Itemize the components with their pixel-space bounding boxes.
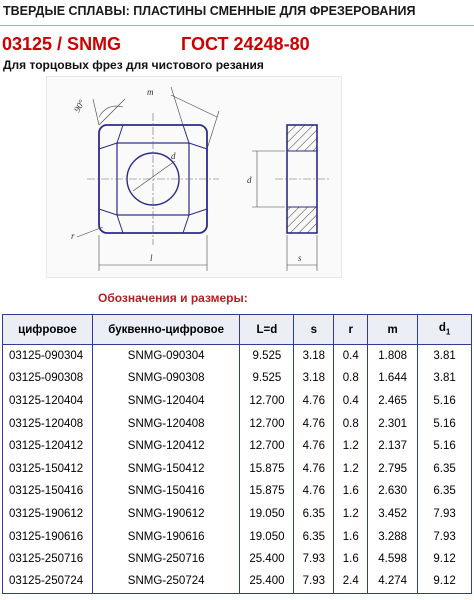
- table-cell: 9.525: [240, 345, 294, 368]
- table-cell: SNMG-250716: [92, 548, 240, 571]
- product-code: 03125 / SNMG: [2, 34, 122, 54]
- table-cell: 7.93: [418, 525, 472, 548]
- table-cell: 03125-190616: [3, 525, 93, 548]
- dim-label-m: m: [147, 87, 154, 97]
- table-cell: 6.35: [418, 480, 472, 503]
- col-header-d1: [418, 315, 472, 345]
- table-cell: 4.274: [368, 570, 418, 593]
- table-cell: 5.16: [418, 390, 472, 413]
- page-header: [0, 0, 474, 26]
- table-cell: 9.12: [418, 548, 472, 571]
- table-cell: 3.18: [294, 345, 334, 368]
- table-row: [3, 390, 472, 413]
- table-cell: 4.76: [294, 457, 334, 480]
- col-header-s: s: [294, 315, 334, 345]
- table-cell: 1.6: [334, 548, 368, 571]
- table-cell: 03125-090308: [3, 367, 93, 390]
- table-cell: 2.465: [368, 390, 418, 413]
- dimensions-table: [2, 314, 472, 594]
- table-cell: 12.700: [240, 390, 294, 413]
- table-cell: 4.76: [294, 480, 334, 503]
- table-cell: 3.452: [368, 503, 418, 526]
- table-cell: SNMG-120412: [92, 435, 240, 458]
- table-cell: 03125-190612: [3, 503, 93, 526]
- table-cell: 15.875: [240, 457, 294, 480]
- table-cell: 4.598: [368, 548, 418, 571]
- table-cell: 25.400: [240, 570, 294, 593]
- table-row: [3, 435, 472, 458]
- table-row: [3, 457, 472, 480]
- col-header-r: r: [334, 315, 368, 345]
- table-cell: 2.137: [368, 435, 418, 458]
- table-cell: 03125-150416: [3, 480, 93, 503]
- table-cell: SNMG-090308: [92, 367, 240, 390]
- table-cell: 1.6: [334, 480, 368, 503]
- gost-standard: ГОСТ 24248-80: [181, 34, 310, 54]
- col-header-numeric: цифровое: [3, 315, 93, 345]
- table-cell: SNMG-090304: [92, 345, 240, 368]
- table-cell: 1.2: [334, 503, 368, 526]
- dim-label-s: s: [298, 253, 302, 263]
- table-cell: SNMG-150412: [92, 457, 240, 480]
- table-cell: 2.795: [368, 457, 418, 480]
- table-row: [3, 412, 472, 435]
- table-cell: 2.630: [368, 480, 418, 503]
- table-cell: 03125-090304: [3, 345, 93, 368]
- table-cell: 9.12: [418, 570, 472, 593]
- table-cell: 7.93: [294, 548, 334, 571]
- table-row: [3, 525, 472, 548]
- table-cell: 1.2: [334, 457, 368, 480]
- table-row: [3, 570, 472, 593]
- table-row: [3, 480, 472, 503]
- col-header-m: m: [368, 315, 418, 345]
- product-description: Для торцовых фрез для чистового резания: [3, 58, 264, 72]
- dim-label-angle: 90°: [71, 98, 87, 114]
- table-cell: SNMG-250724: [92, 570, 240, 593]
- table-cell: 0.4: [334, 390, 368, 413]
- dim-label-d: d: [247, 175, 252, 185]
- table-cell: SNMG-120404: [92, 390, 240, 413]
- table-cell: 6.35: [418, 457, 472, 480]
- table-row: [3, 503, 472, 526]
- table-cell: 19.050: [240, 503, 294, 526]
- table-cell: 3.81: [418, 345, 472, 368]
- table-row: [3, 345, 472, 368]
- table-cell: 4.76: [294, 390, 334, 413]
- table-cell: 1.808: [368, 345, 418, 368]
- table-row: [3, 367, 472, 390]
- table-cell: 3.81: [418, 367, 472, 390]
- table-cell: 3.288: [368, 525, 418, 548]
- table-cell: 4.76: [294, 412, 334, 435]
- table-cell: 25.400: [240, 548, 294, 571]
- insert-drawing-svg: [47, 77, 343, 279]
- table-cell: 12.700: [240, 435, 294, 458]
- table-cell: SNMG-120408: [92, 412, 240, 435]
- table-cell: 03125-250716: [3, 548, 93, 571]
- table-cell: 03125-150412: [3, 457, 93, 480]
- col-header-alphanumeric: буквенно-цифровое: [92, 315, 240, 345]
- table-cell: 7.93: [294, 570, 334, 593]
- table-header-row: [3, 315, 472, 345]
- table-cell: SNMG-150416: [92, 480, 240, 503]
- table-cell: 6.35: [294, 525, 334, 548]
- table-cell: 19.050: [240, 525, 294, 548]
- table-cell: 5.16: [418, 412, 472, 435]
- dim-label-l: l: [150, 253, 153, 263]
- table-cell: 03125-120404: [3, 390, 93, 413]
- table-cell: 03125-120412: [3, 435, 93, 458]
- table-cell: SNMG-190612: [92, 503, 240, 526]
- table-body: [3, 345, 472, 594]
- table-cell: 5.16: [418, 435, 472, 458]
- dim-label-d1: d: [171, 151, 176, 161]
- table-cell: 03125-250724: [3, 570, 93, 593]
- table-cell: 6.35: [294, 503, 334, 526]
- table-cell: 0.8: [334, 367, 368, 390]
- col-header-d1-main: d: [438, 322, 446, 335]
- table-cell: 0.4: [334, 345, 368, 368]
- table-cell: 1.6: [334, 525, 368, 548]
- table-cell: 1.644: [368, 367, 418, 390]
- table-cell: 2.4: [334, 570, 368, 593]
- dimensions-heading: Обозначения и размеры:: [98, 291, 248, 305]
- table-cell: 15.875: [240, 480, 294, 503]
- col-header-l-d: L=d: [240, 315, 294, 345]
- table-cell: 3.18: [294, 367, 334, 390]
- table-cell: SNMG-190616: [92, 525, 240, 548]
- table-row: [3, 548, 472, 571]
- table-cell: 4.76: [294, 435, 334, 458]
- header-title: ТВЕРДЫЕ СПЛАВЫ: ПЛАСТИНЫ СМЕННЫЕ ДЛЯ ФРЕЗЕРОВАНИЯ: [3, 4, 416, 18]
- table-cell: 9.525: [240, 367, 294, 390]
- technical-drawing: [46, 76, 342, 278]
- table-cell: 03125-120408: [3, 412, 93, 435]
- dim-label-r: r: [71, 231, 75, 241]
- col-header-d1-sub: 1: [445, 327, 451, 337]
- table-cell: 7.93: [418, 503, 472, 526]
- table-cell: 12.700: [240, 412, 294, 435]
- table-cell: 2.301: [368, 412, 418, 435]
- table-cell: 1.2: [334, 435, 368, 458]
- table-cell: 0.8: [334, 412, 368, 435]
